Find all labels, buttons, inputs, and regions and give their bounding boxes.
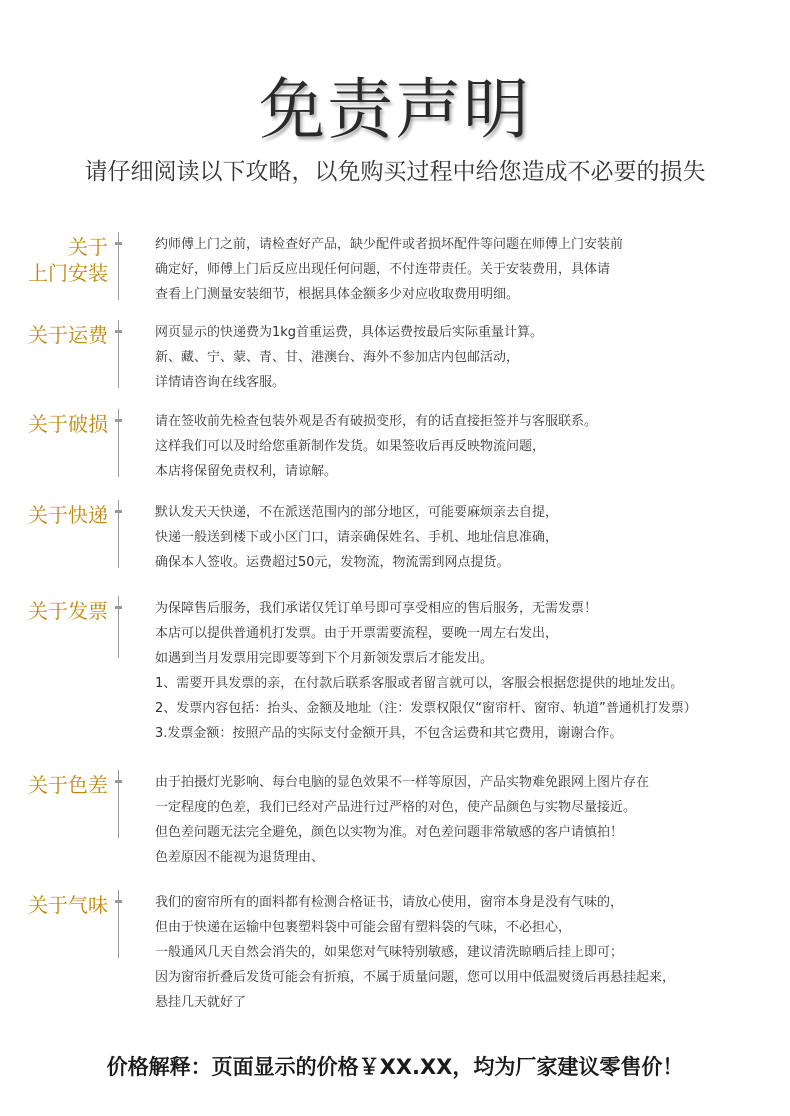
section-line: 确定好，师傅上门后反应出现任何问题，不付连带责任。关于安装费用，具体请 xyxy=(155,262,611,277)
section-line: 但色差问题无法完全避免，颜色以实物为准。对色差问题非常敏感的客户请慎拍！ xyxy=(155,825,624,840)
section-shipping-fee xyxy=(0,320,790,395)
section-divider xyxy=(118,320,119,388)
section-divider xyxy=(118,500,119,568)
section-heading xyxy=(28,502,108,528)
section-body xyxy=(155,409,780,484)
section-line: 新、藏、宁、蒙、青、甘、港澳台、海外不参加店内包邮活动， xyxy=(155,350,520,365)
section-line: 一般通风几天自然会消失的，如果您对气味特别敏感，建议清洗晾晒后挂上即可； xyxy=(155,945,624,960)
section-heading-line: 关于气味 xyxy=(28,893,108,917)
section-line: 由于拍摄灯光影响、每台电脑的显色效果不一样等原因，产品实物难免跟网上图片存在 xyxy=(155,775,650,790)
section-divider xyxy=(118,890,119,958)
section-heading-line: 关于 xyxy=(68,235,108,259)
section-invoice xyxy=(0,596,790,746)
price-explanation: 价格解释：页面显示的价格￥XX.XX，均为厂家建议零售价！ xyxy=(106,1055,684,1079)
section-line: 为保障售后服务，我们承诺仅凭订单号即可享受相应的售后服务，无需发票！ xyxy=(155,601,598,616)
section-line: 悬挂几天就好了 xyxy=(155,995,247,1010)
section-line: 快递一般送到楼下或小区门口，请亲确保姓名、手机、地址信息准确， xyxy=(155,530,559,545)
section-heading-line: 关于破损 xyxy=(28,412,108,436)
section-installation xyxy=(0,232,790,307)
section-line: 网页显示的快递费为1kg首重运费，具体运费按最后实际重量计算。 xyxy=(155,325,544,340)
section-line: 2、发票内容包括：抬头、金额及地址（注：发票权限仅“窗帘杆、窗帘、轨道”普通机打发票） xyxy=(155,701,697,716)
section-line: 请在签收前先检查包装外观是否有破损变形，有的话直接拒签并与客服联系。 xyxy=(155,414,598,429)
page-subtitle: 请仔细阅读以下攻略，以免购买过程中给您造成不必要的损失 xyxy=(84,159,706,185)
page-title: 免责声明 xyxy=(259,71,531,148)
section-odor xyxy=(0,890,790,1015)
section-line: 约师傅上门之前，请检查好产品，缺少配件或者损坏配件等问题在师傅上门安装前 xyxy=(155,237,624,252)
section-line: 因为窗帘折叠后发货可能会有折痕，不属于质量问题，您可以用中低温熨烫后再悬挂起来， xyxy=(155,970,676,985)
section-line: 默认发天天快递，不在派送范围内的部分地区，可能要麻烦亲去自提， xyxy=(155,505,559,520)
section-heading xyxy=(28,598,108,624)
section-heading-line: 关于快递 xyxy=(28,503,108,527)
section-divider xyxy=(118,409,119,477)
section-divider xyxy=(118,770,119,838)
section-line: 确保本人签收。运费超过50元，发物流，物流需到网点提货。 xyxy=(155,555,510,570)
section-heading xyxy=(28,234,108,286)
section-heading xyxy=(28,772,108,798)
section-line: 但由于快递在运输中包裹塑料袋中可能会留有塑料袋的气味，不必担心， xyxy=(155,920,572,935)
section-heading xyxy=(28,892,108,918)
section-line: 一定程度的色差，我们已经对产品进行过严格的对色，使产品颜色与实物尽量接近。 xyxy=(155,800,637,815)
section-damage xyxy=(0,409,790,484)
section-heading xyxy=(28,322,108,348)
section-body xyxy=(155,320,780,395)
section-body xyxy=(155,890,780,1015)
section-divider xyxy=(118,232,119,300)
section-body xyxy=(155,770,780,870)
section-express xyxy=(0,500,790,575)
section-heading-line: 上门安装 xyxy=(28,261,108,285)
section-line: 3.发票金额：按照产品的实际支付金额开具，不包含运费和其它费用，谢谢合作。 xyxy=(155,726,623,741)
section-color-difference xyxy=(0,770,790,870)
section-heading-line: 关于运费 xyxy=(28,323,108,347)
section-line: 色差原因不能视为退货理由、 xyxy=(155,850,325,865)
section-heading xyxy=(28,411,108,437)
section-divider xyxy=(118,596,119,658)
section-body xyxy=(155,596,780,746)
section-body xyxy=(155,500,780,575)
section-body xyxy=(155,232,780,307)
section-line: 本店可以提供普通机打发票。由于开票需要流程，要晚一周左右发出， xyxy=(155,626,559,641)
section-line: 如遇到当月发票用完即要等到下个月新领发票后才能发出。 xyxy=(155,651,494,666)
section-heading-line: 关于色差 xyxy=(28,773,108,797)
section-line: 1、需要开具发票的亲，在付款后联系客服或者留言就可以，客服会根据您提供的地址发出。 xyxy=(155,676,684,691)
section-line: 详情请咨询在线客服。 xyxy=(155,375,286,390)
section-line: 查看上门测量安装细节，根据具体金额多少对应收取费用明细。 xyxy=(155,287,520,302)
section-line: 本店将保留免责权利，请谅解。 xyxy=(155,464,338,479)
section-heading-line: 关于发票 xyxy=(28,599,108,623)
section-line: 我们的窗帘所有的面料都有检测合格证书，请放心使用，窗帘本身是没有气味的， xyxy=(155,895,624,910)
section-line: 这样我们可以及时给您重新制作发货。如果签收后再反映物流问题， xyxy=(155,439,546,454)
